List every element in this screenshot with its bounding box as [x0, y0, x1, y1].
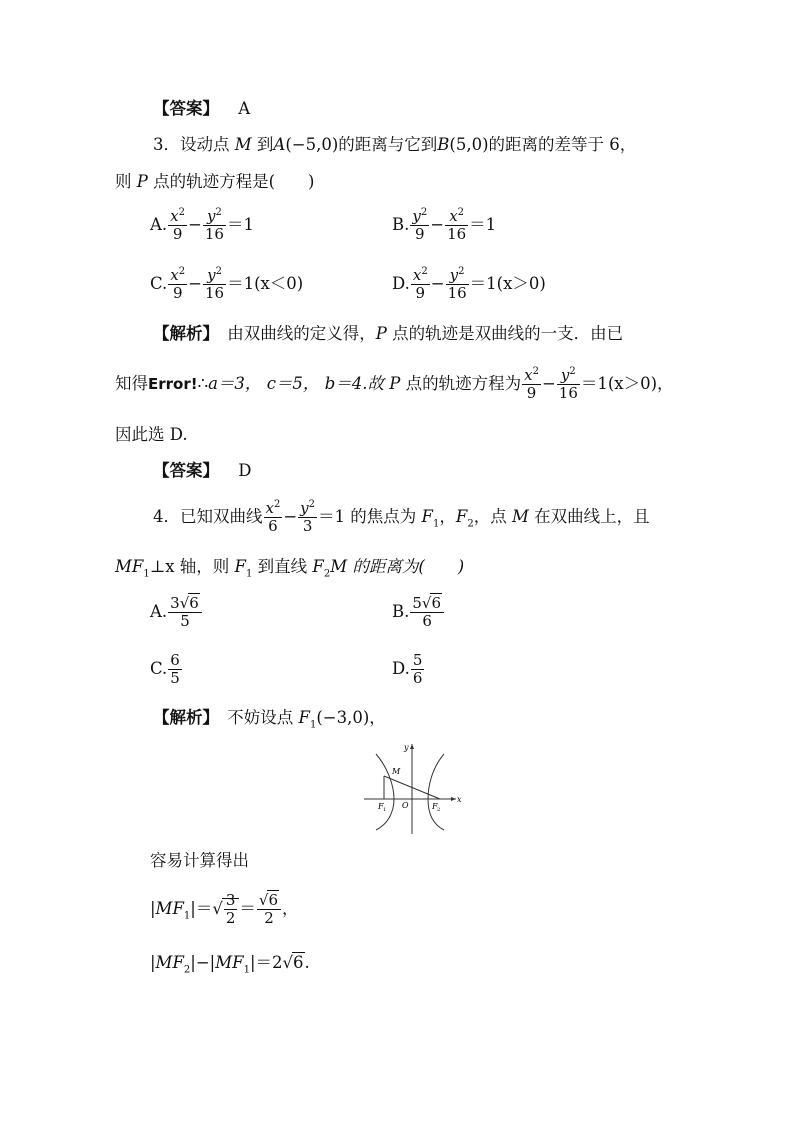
label-y: y: [404, 743, 409, 752]
exponent: 2: [308, 499, 316, 510]
option-label: D.: [392, 274, 410, 293]
q3-analysis-line-3: [115, 425, 188, 445]
analysis-tag: 【解析】: [153, 708, 211, 727]
denominator: 9: [415, 284, 426, 302]
abs-mf1: |−|MF: [190, 953, 244, 972]
abs-bar: |: [190, 899, 196, 918]
exponent: 2: [458, 266, 465, 277]
q4-stem-line-2: [115, 557, 465, 580]
var-p: P: [136, 172, 148, 191]
exponent: 2: [532, 366, 539, 377]
fraction: [168, 652, 182, 687]
stem-text: ＝1 的焦点为: [318, 507, 422, 526]
subscript: 1: [183, 910, 191, 922]
q2-answer-line: [153, 99, 250, 119]
var-a: A: [273, 135, 286, 154]
answer-tag: 【答案】: [153, 99, 219, 118]
fraction: [446, 267, 469, 302]
analysis-text: 不妨设点: [210, 708, 299, 727]
analysis-tag: 【解析】: [153, 324, 211, 343]
subscript: 1: [143, 568, 150, 580]
option-label: A.: [150, 215, 168, 234]
abs-mf1: |MF: [150, 899, 184, 918]
subscript: 2: [467, 518, 474, 530]
sqrt: √6: [282, 953, 304, 972]
punctuation: ，: [282, 899, 299, 918]
minus: −: [188, 215, 202, 234]
fraction: [203, 208, 226, 243]
fraction: [203, 267, 226, 302]
q4-option-a: [150, 595, 203, 630]
punctuation: .: [304, 953, 310, 972]
denominator: 16: [558, 384, 578, 402]
stem-text: (−5,0)的距离与它到: [285, 135, 438, 154]
q4-analysis-line-1: [153, 708, 386, 731]
numerator: 6: [170, 651, 180, 669]
fraction: [224, 892, 238, 927]
subscript: 1: [245, 568, 253, 580]
q4-stem-line-1: [153, 500, 650, 535]
denominator: 9: [172, 225, 183, 243]
label-f-sub-2: 2: [437, 807, 441, 813]
condition: (x＜0): [254, 274, 304, 293]
var-f: F: [312, 557, 324, 576]
denominator: 3: [302, 517, 313, 535]
analysis-text: a＝3，: [208, 374, 262, 393]
question-number: 3．: [153, 135, 180, 154]
var-p: P: [375, 324, 387, 343]
fraction: [411, 652, 425, 687]
exponent: 2: [421, 266, 428, 277]
fraction: [411, 267, 430, 302]
stem-text: 在双曲线上，且: [528, 507, 650, 526]
q4-calc-line-1: [150, 892, 299, 927]
label-x: x: [457, 795, 462, 804]
denominator: 9: [526, 384, 537, 402]
subscript: 2: [183, 964, 191, 976]
numerator: 5: [412, 651, 423, 669]
denominator: 6: [268, 517, 278, 535]
radicand: 6: [431, 594, 442, 612]
fraction: [557, 367, 580, 402]
exponent: 2: [569, 366, 576, 377]
var-p: P: [389, 374, 401, 393]
analysis-text: ＝1(x＞0)，: [580, 374, 674, 393]
left-branch: [376, 754, 394, 830]
var-x: x: [412, 266, 422, 284]
label-o: O: [402, 801, 409, 810]
exponent: 2: [178, 207, 186, 218]
minus: −: [430, 274, 445, 293]
q4-calc-line-2: [150, 953, 310, 976]
stem-text: 设动点: [180, 135, 230, 154]
var-mf: MF: [115, 557, 144, 576]
var-y: y: [412, 207, 421, 225]
option-label: B.: [392, 215, 410, 234]
denominator: 16: [204, 284, 225, 302]
var-y: y: [206, 207, 216, 225]
radicand: 6: [189, 594, 199, 612]
fraction: [168, 208, 187, 243]
label-f-sub-1: 1: [383, 807, 387, 813]
analysis-text: 由双曲线的定义得，: [210, 324, 376, 343]
exponent: 2: [420, 207, 428, 218]
answer-value: D: [238, 461, 252, 480]
abs-mf2: |MF: [150, 953, 184, 972]
stem-text: ⊥x 轴，则: [149, 557, 235, 576]
radicand: 6: [293, 953, 304, 972]
equals: |＝2: [249, 953, 283, 972]
q3-option-d: [392, 267, 546, 302]
subscript: 1: [243, 964, 250, 976]
var-x: x: [170, 207, 179, 225]
fraction: [168, 595, 202, 630]
minus: −: [188, 274, 202, 293]
q3-stem-line-2: [115, 172, 314, 192]
analysis-text: 点的轨迹方程为: [400, 374, 522, 393]
exponent: 2: [178, 266, 186, 277]
y-axis-arrow: [410, 744, 414, 749]
analysis-text: 因此选 D.: [115, 425, 188, 444]
var-y: y: [560, 366, 570, 384]
denominator: 5: [170, 669, 180, 687]
equals: ＝: [239, 899, 256, 918]
therefore-symbol: ∴: [197, 374, 209, 393]
var-x: x: [265, 499, 274, 517]
q4-option-b: [392, 595, 445, 630]
fraction: [264, 500, 283, 535]
exponent: 2: [215, 207, 222, 218]
x-axis-arrow: [451, 797, 456, 801]
coefficient: 3: [170, 594, 180, 612]
analysis-text: c＝5，: [266, 374, 320, 393]
stem-text: 到: [251, 135, 274, 154]
stem-text: ，点: [473, 507, 512, 526]
analysis-text: (−3,0)，: [316, 708, 386, 727]
fraction: [445, 208, 468, 243]
punctuation: ，: [439, 507, 456, 526]
var-y: y: [207, 266, 216, 284]
q3-option-b: [392, 208, 496, 243]
var-x: x: [170, 266, 179, 284]
fraction: [168, 267, 187, 302]
var-f: F: [455, 507, 468, 526]
right-branch: [428, 754, 444, 830]
option-label: A.: [150, 602, 168, 621]
denominator: 5: [180, 612, 190, 630]
fraction: [522, 367, 541, 402]
question-number: 4．: [153, 507, 180, 526]
q4-option-d: [392, 652, 425, 687]
answer-value: A: [238, 99, 251, 118]
var-m: M: [234, 135, 252, 154]
q3-analysis-line-1: [153, 324, 623, 344]
label-f: F: [432, 802, 438, 811]
stem-text: (5,0)的距离的差等于 6，: [449, 135, 637, 154]
equals: ＝1: [469, 274, 497, 293]
subscript: 1: [309, 719, 317, 731]
denominator: 2: [264, 909, 274, 927]
q3-option-a: [150, 208, 254, 243]
q4-option-c: [150, 652, 183, 687]
answer-tag: 【答案】: [153, 461, 219, 480]
denominator: 16: [204, 225, 224, 243]
stem-text: 到直线: [252, 557, 313, 576]
condition: (x＞0): [496, 274, 546, 293]
denominator: 16: [447, 284, 467, 302]
equals: ＝1: [469, 215, 497, 234]
error-field: Error!: [148, 375, 198, 393]
option-label: B.: [392, 602, 410, 621]
option-label: C.: [150, 659, 168, 678]
var-f: F: [421, 507, 433, 526]
coefficient: 5: [412, 594, 422, 612]
var-m: M: [511, 507, 529, 526]
numerator: 3: [225, 891, 236, 909]
fraction: [298, 500, 317, 535]
analysis-text: 知得: [115, 374, 148, 393]
denominator: 9: [415, 225, 425, 243]
denominator: 16: [447, 225, 467, 243]
equals: ＝1: [226, 215, 254, 234]
q3-stem-line-1: [153, 135, 636, 155]
var-x: x: [449, 207, 458, 225]
stem-text: M 的距离为( ): [330, 557, 465, 576]
exponent: 2: [457, 207, 465, 218]
var-y: y: [449, 266, 459, 284]
q3-answer-line: [153, 461, 251, 481]
stem-text: 则: [115, 172, 137, 191]
minus: −: [283, 507, 298, 526]
q3-analysis-line-2: [115, 367, 674, 402]
fraction: [257, 892, 281, 927]
label-m: M: [392, 767, 401, 776]
equals: ＝1: [227, 274, 255, 293]
radicand: 6: [268, 891, 279, 909]
var-x: x: [524, 366, 533, 384]
var-f: F: [298, 708, 310, 727]
analysis-text: 点的轨迹是双曲线的一支．由已: [386, 324, 624, 343]
minus: −: [541, 374, 556, 393]
q3-option-c: [150, 267, 303, 302]
sqrt: √ $\frac{3}{2}$: [212, 892, 239, 927]
denominator: 9: [172, 284, 183, 302]
minus: −: [430, 215, 445, 234]
q4-calc-intro: [150, 851, 249, 871]
option-label: D.: [392, 659, 410, 678]
var-f: F: [234, 557, 246, 576]
option-label: C.: [150, 274, 168, 293]
subscript: 2: [323, 568, 331, 580]
stem-text: 已知双曲线: [180, 507, 263, 526]
fraction: [410, 208, 429, 243]
analysis-text: 容易计算得出: [150, 851, 249, 870]
sqrt: √6: [258, 891, 279, 909]
denominator: 6: [422, 612, 432, 630]
equals: ＝: [195, 899, 213, 918]
analysis-text: b＝4.故: [324, 374, 390, 393]
label-f: F: [378, 802, 384, 811]
sqrt: √6: [421, 594, 442, 612]
hyperbola-figure: [362, 738, 466, 834]
exponent: 2: [215, 266, 222, 277]
var-y: y: [300, 499, 309, 517]
exponent: 2: [273, 499, 281, 510]
subscript: 1: [432, 518, 440, 530]
var-b: B: [437, 135, 450, 154]
sqrt: √6: [179, 594, 199, 612]
denominator: 2: [225, 909, 236, 927]
denominator: 6: [412, 669, 423, 687]
fraction: [410, 595, 444, 630]
stem-text: 点的轨迹方程是( ): [147, 172, 315, 191]
